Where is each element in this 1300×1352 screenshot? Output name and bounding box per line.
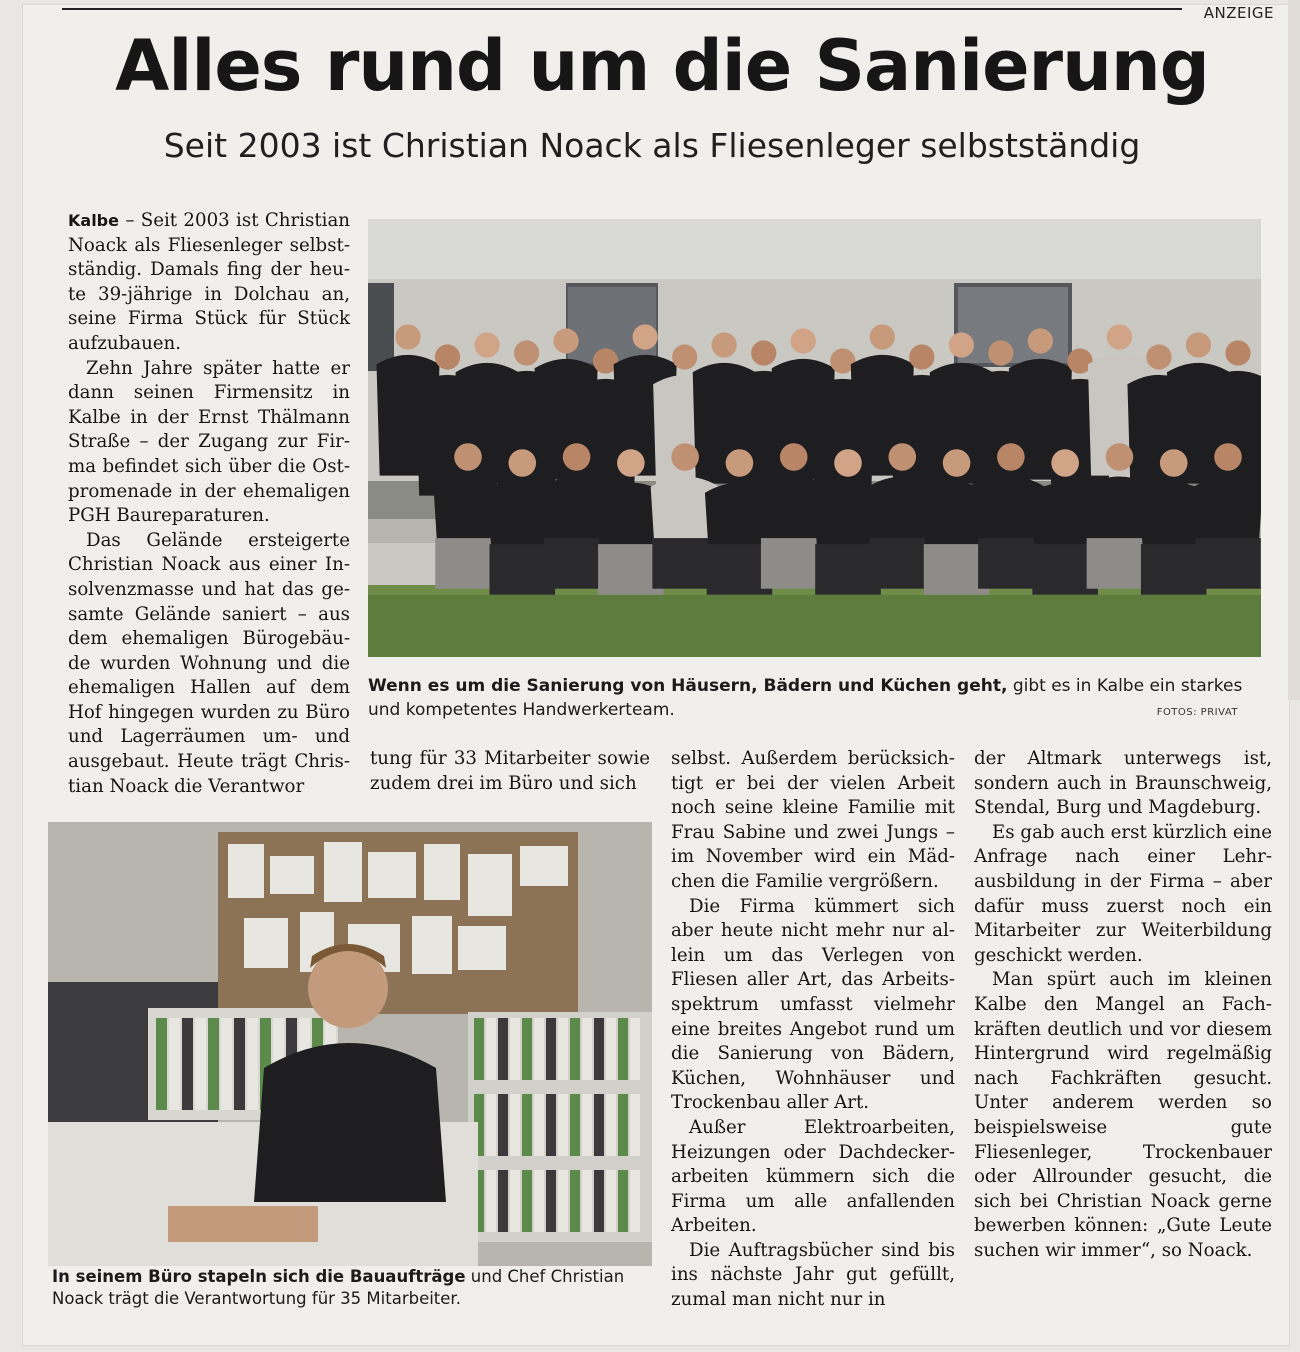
office-photo-icon bbox=[48, 822, 652, 1266]
subheadline: Seit 2003 ist Christian Noack als Fliesenleger selbstständig bbox=[163, 126, 1141, 165]
paragraph-1 bbox=[68, 209, 350, 357]
binder bbox=[169, 1018, 180, 1110]
office-caption-rest: und Chef Christian Noack trägt die Verantwortung für 35 Mitarbeiter. bbox=[52, 1267, 625, 1308]
binder bbox=[522, 1094, 532, 1156]
binder bbox=[195, 1018, 206, 1110]
team-caption-rest: gibt es in Kalbe ein starkes und kompetentes Handwerkerteam. bbox=[368, 676, 1243, 720]
binder bbox=[234, 1018, 245, 1110]
binder bbox=[474, 1018, 484, 1080]
office-photo-caption bbox=[52, 1266, 650, 1310]
binder bbox=[498, 1018, 508, 1080]
paragraph-3: Das Gelände ersteigerte Christian Noack aus einer Insolvenzmasse und hat das gesamte Gelände saniert – aus dem ehemaligen Bürogebäude wurden Wohnung und die ehemaligen Hallen auf dem Hof hingegen wurden zu Büro und Lagerräumen um- und ausgebaut. Heute trägt Christian Noack die Verantwor bbox=[68, 529, 350, 797]
binder bbox=[606, 1170, 616, 1232]
binder bbox=[208, 1018, 219, 1110]
binder bbox=[630, 1170, 640, 1232]
binder bbox=[510, 1094, 520, 1156]
adjacent-page-edge bbox=[1288, 0, 1300, 700]
binder bbox=[618, 1094, 628, 1156]
binder bbox=[582, 1094, 592, 1156]
window-left bbox=[368, 283, 394, 371]
column-4-paragraph-3: Man spürt auch im kleinen Kalbe den Mangel an Fachkräften deutlich und vor diesem Hintergrund wird regelmäßig nach Fachkräften gesucht. Unter anderem werden so beispielsweise gute Fliesenleger, Trockenbauer oder Allrounder gesucht, die sich bei Christian Noack gerne bewerben können: „Gute Leute suchen wir immer“, so Noack. bbox=[974, 969, 1272, 1261]
binder bbox=[486, 1094, 496, 1156]
team-photo-caption bbox=[368, 674, 1258, 722]
binder bbox=[570, 1094, 580, 1156]
binder bbox=[618, 1018, 628, 1080]
office-photo bbox=[48, 822, 652, 1266]
binder bbox=[534, 1170, 544, 1232]
column-3 bbox=[671, 747, 955, 1313]
binder bbox=[182, 1018, 193, 1110]
binder bbox=[546, 1018, 556, 1080]
column-4-paragraph-2: Es gab auch erst kürzlich eine Anfrage nach einer Lehrausbildung in der Firma – aber dafür muss zuerst noch ein Mitarbeiter zur Weiterbildung geschickt werden. bbox=[974, 821, 1272, 966]
binder bbox=[630, 1018, 640, 1080]
top-rule bbox=[62, 8, 1182, 10]
binder bbox=[534, 1094, 544, 1156]
binder bbox=[510, 1018, 520, 1080]
column-3-paragraph-1: selbst. Außerdem berücksichtigt er bei der vielen Arbeit noch seine kleine Familie mit Frau Sabine und zwei Jungs – im November wird ein Mädchen die Familie vergrößern. bbox=[671, 748, 955, 892]
binder bbox=[606, 1018, 616, 1080]
column-2-text: tung für 33 Mitarbeiter sowie zudem drei im Büro und sich bbox=[370, 748, 650, 794]
column-3-paragraph-4: Die Auftragsbücher sind bis ins nächste Jahr gut gefüllt, zumal man nicht nur in bbox=[671, 1239, 955, 1311]
binder bbox=[570, 1018, 580, 1080]
column-3-paragraph-2: Die Firma kümmert sich aber heute nicht mehr nur allein um das Verlegen von Fliesen aller Art, das Arbeitsspektrum umfasst vielmehr eine breites Angebot rund um die Sanierung von Bädern, Küchen, Wohnhäuser und Trockenbau aller Art. bbox=[671, 895, 955, 1114]
binder bbox=[546, 1094, 556, 1156]
team-photo bbox=[368, 219, 1261, 657]
binder bbox=[630, 1094, 640, 1156]
paragraph-1-text: – Seit 2003 ist Christian Noack als Fliesenleger selbstständig. Damals fing der heute 39-jährige in Dolchau an, seine Firma Stück für Stück aufzubauen. bbox=[68, 210, 350, 354]
column-2 bbox=[370, 747, 650, 796]
binder bbox=[582, 1170, 592, 1232]
binder bbox=[498, 1170, 508, 1232]
column-4 bbox=[974, 747, 1272, 1263]
group-photo-icon bbox=[368, 219, 1261, 657]
headline: Alles rund um die Sanierung bbox=[115, 25, 1209, 107]
binder bbox=[558, 1018, 568, 1080]
binder bbox=[486, 1170, 496, 1232]
binder bbox=[594, 1018, 604, 1080]
binder bbox=[156, 1018, 167, 1110]
binder bbox=[582, 1018, 592, 1080]
office-caption-bold: In seinem Büro stapeln sich die Bauaufträge bbox=[52, 1267, 466, 1286]
paragraph-2: Zehn Jahre später hatte er dann seinen Firmensitz in Kalbe in der Ernst Thälmann Straße – der Zugang zur Firma befindet sich über die Ostpromenade in der ehemaligen PGH Baureparaturen. bbox=[68, 357, 350, 527]
column-3-paragraph-3: Außer Elektroarbeiten, Heizungen oder Dachdeckerarbeiten kümmern sich die Firma um alle anfallenden Arbeiten. bbox=[671, 1116, 955, 1237]
binder bbox=[486, 1018, 496, 1080]
lawn bbox=[368, 585, 1261, 657]
binder bbox=[522, 1018, 532, 1080]
binder bbox=[221, 1018, 232, 1110]
column-1 bbox=[68, 209, 350, 799]
column-4-paragraph-1: der Altmark unterwegs ist, sondern auch in Braunschweig, Stendal, Burg und Magdeburg. bbox=[974, 748, 1272, 819]
person-shirt bbox=[254, 1043, 446, 1202]
binder bbox=[606, 1094, 616, 1156]
anzeige-label: ANZEIGE bbox=[1203, 4, 1274, 22]
binder bbox=[558, 1170, 568, 1232]
binder bbox=[594, 1170, 604, 1232]
binder bbox=[558, 1094, 568, 1156]
binder bbox=[534, 1018, 544, 1080]
binder bbox=[570, 1170, 580, 1232]
binder bbox=[247, 1018, 258, 1110]
dateline: Kalbe bbox=[68, 211, 119, 230]
binder bbox=[510, 1170, 520, 1232]
binder bbox=[594, 1094, 604, 1156]
team-caption-bold: Wenn es um die Sanierung von Häusern, Bädern und Küchen geht, bbox=[368, 676, 1008, 696]
binder bbox=[546, 1170, 556, 1232]
binder bbox=[498, 1094, 508, 1156]
binder bbox=[522, 1170, 532, 1232]
photo-credit: FOTOS: PRIVAT bbox=[1156, 707, 1238, 718]
binder bbox=[618, 1170, 628, 1232]
